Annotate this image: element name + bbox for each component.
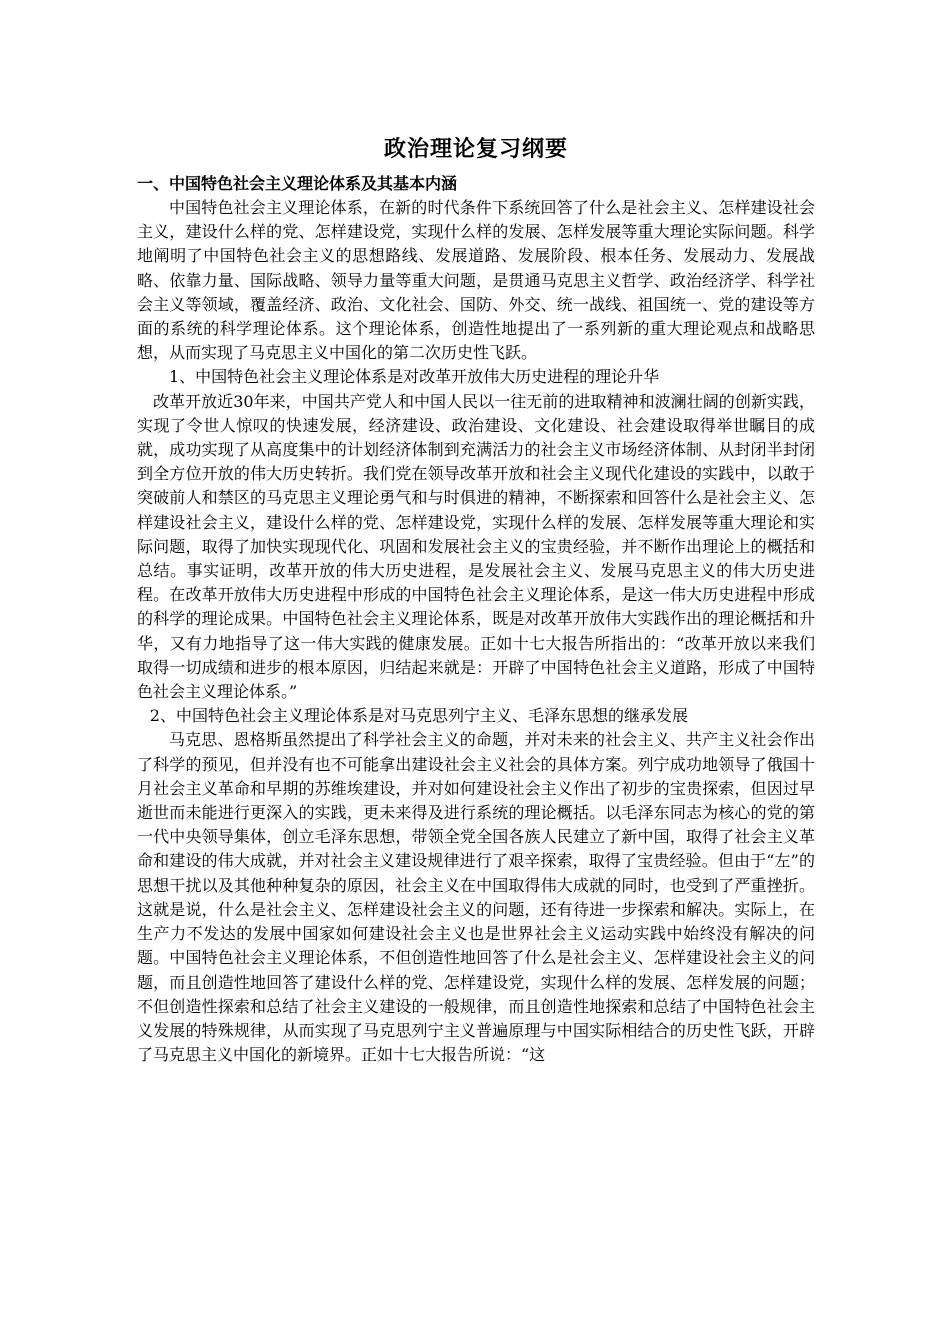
- point-1-heading: 1、中国特色社会主义理论体系是对改革开放伟大历史进程的理论升华: [169, 367, 660, 387]
- section-heading: 一、中国特色社会主义理论体系及其基本内涵: [137, 174, 458, 193]
- point-2-heading: 2、中国特色社会主义理论体系是对马克思列宁主义、毛泽东思想的继承发展: [149, 706, 688, 726]
- point-1-paragraph: 改革开放近30年来，中国共产党人和中国人民以一往无前的进取精神和波澜壮阔的创新实践，实现了令世人惊叹的快速发展，经济建设、政治建设、文化建设、社会建设取得举世瞩目的成就，成功实现了从高度集中的计划经济体制到充满活力的社会主义市场经济体制、从封闭半封闭到全方位开放的伟大历史转折。我们党在领导改革开放和社会主义现代化建设的实践中，以敢于突破前人和禁区的马克思主义理论勇气和与时俱进的精神，不断探索和回答什么是社会主义、怎样建设社会主义，建设什么样的党、怎样建设党，实现什么样的发展、怎样发展等重大理论和实际问题，取得了加快实现现代化、巩固和发展社会主义的宝贵经验，并不断作出理论上的概括和总结。事实证明，改革开放的伟大历史进程，是发展社会主义、发展马克思主义的伟大历史进程。在改革开放伟大历史进程中形成的中国特色社会主义理论体系，是这一伟大历史进程中形成的科学的理论成果。中国特色社会主义理论体系，既是对改革开放伟大实践作出的理论概括和升华，又有力地指导了这一伟大实践的健康发展。正如十七大报告所指出的：“改革开放以来我们取得一切成绩和进步的根本原因，归结起来就是：开辟了中国特色社会主义道路，形成了中国特色社会主义理论体系。”: [137, 391, 815, 702]
- document-title: 政治理论复习纲要: [383, 136, 568, 162]
- point-2-paragraph: 马克思、恩格斯虽然提出了科学社会主义的命题，并对未来的社会主义、共产主义社会作出了科学的预见，但并没有也不可能拿出建设社会主义社会的具体方案。列宁成功地领导了俄国十月社会主义革命和早期的苏维埃建设，并对如何建设社会主义作出了初步的宝贵探索，但因过早逝世而未能进行更深入的实践，更未来得及进行系统的理论概括。以毛泽东同志为核心的党的第一代中央领导集体，创立毛泽东思想，带领全党全国各族人民建立了新中国，取得了社会主义革命和建设的伟大成就，并对社会主义建设规律进行了艰辛探索，取得了宝贵经验。但由于“左”的思想干扰以及其他种种复杂的原因，社会主义在中国取得伟大成就的同时，也受到了严重挫折。这就是说，什么是社会主义、怎样建设社会主义的问题，还有待进一步探索和解决。实际上，在生产力不发达的发展中国家如何建设社会主义也是世界社会主义运动实践中始终没有解决的问题。中国特色社会主义理论体系，不但创造性地回答了什么是社会主义、怎样建设社会主义的问题，而且创造性地回答了建设什么样的党、怎样建设党，实现什么样的发展、怎样发展的问题；不但创造性探索和总结了社会主义建设的一般规律，而且创造性地探索和总结了中国特色社会主义发展的特殊规律，从而实现了马克思列宁主义普遍原理与中国实际相结合的历史性飞跃，开辟了马克思主义中国化的新境界。正如十七大报告所说：“这: [137, 730, 815, 1065]
- section-intro-paragraph: 中国特色社会主义理论体系，在新的时代条件下系统回答了什么是社会主义、怎样建设社会主义，建设什么样的党、怎样建设党，实现什么样的发展、怎样发展等重大理论实际问题。科学地阐明了中国特色社会主义的思想路线、发展道路、发展阶段、根本任务、发展动力、发展战略、依靠力量、国际战略、领导力量等重大问题，是贯通马克思主义哲学、政治经济学、科学社会主义等领域，覆盖经济、政治、文化社会、国防、外交、统一战线、祖国统一、党的建设等方面的系统的科学理论体系。这个理论体系，创造性地提出了一系列新的重大理论观点和战略思想，从而实现了马克思主义中国化的第二次历史性飞跃。: [137, 198, 815, 363]
- document-page: [137, 132, 815, 1067]
